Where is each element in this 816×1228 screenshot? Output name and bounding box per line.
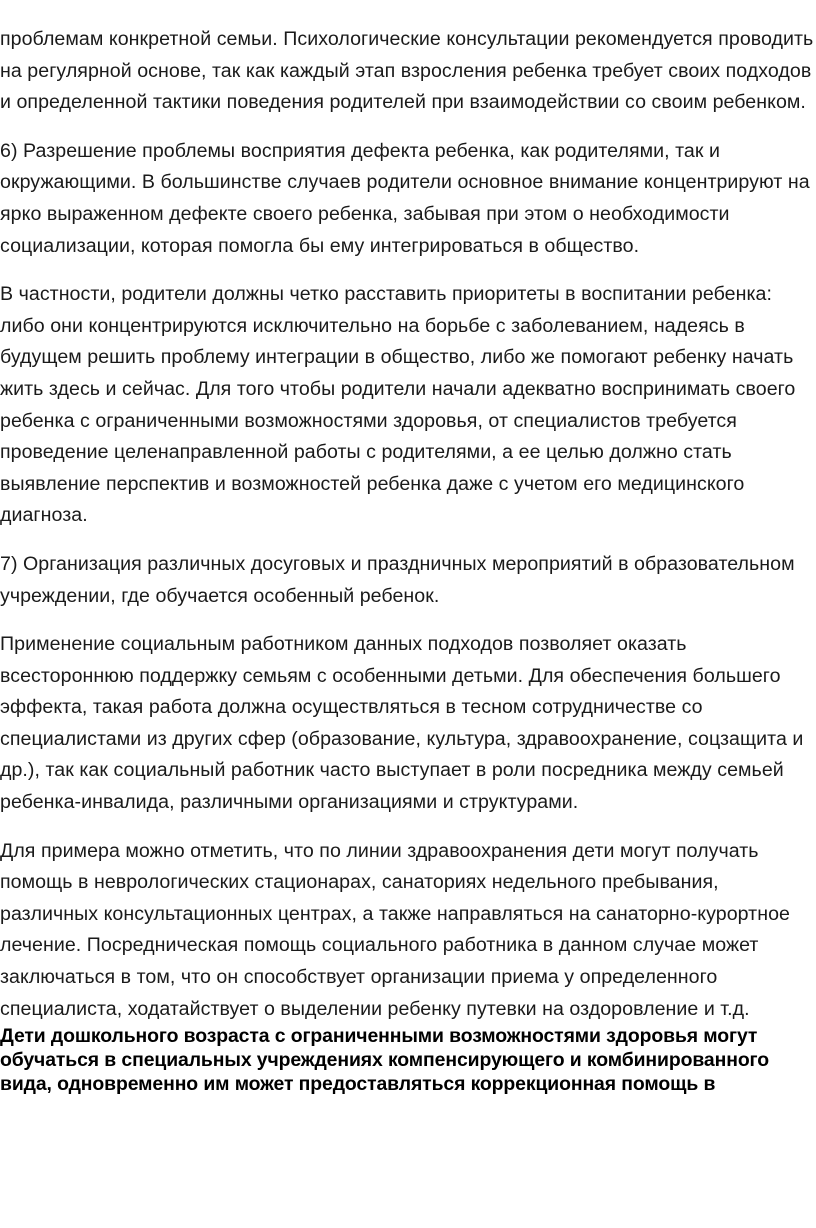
paragraph-healthcare-example: Для примера можно отметить, что по линии здравоохранения дети могут получать помощь в неврологических стационарах, санаториях недельного пребывания, различных консультационных центрах, а также направляться на санаторно-курортное лечение. Посредническая помощь социального работника в данном случае может заключаться в том, что он способствует организации приема у определенного специалиста, ходатайствует о выделении ребенку путевки на оздоровление и т.д. <box>0 839 790 1020</box>
paragraph-item-6-defect-perception: 6) Разрешение проблемы восприятия дефекта ребенка, как родителями, так и окружающими. В большинстве случаев родители основное внимание концентрируют на ярко выраженном дефекте своего ребенка, забывая при этом о необходимости социализации, которая помогла бы ему интегрироваться в общество. <box>0 139 810 257</box>
paragraph-preschool-bold: Дети дошкольного возраста с ограниченными возможностями здоровья могут обучаться в специальных учреждениях компенсирующего и комбинированного вида, одновременно им может предоставляться коррекционная помощь в <box>0 1025 770 1095</box>
paragraph-social-worker-approach: Применение социальным работником данных подходов позволяет оказать всестороннюю поддержку семьям с особенными детьми. Для обеспечения большего эффекта, такая работа должна осуществляться в тесном сотрудничестве со специалистами из других сфер (образование, культура, здравоохранение, соцзащита и др.), так как социальный работник часто выступает в роли посредника между семьей ребенка-инвалида, различными организациями и структурами. <box>0 633 804 814</box>
paragraph-item-7-events: 7) Организация различных досуговых и праздничных мероприятий в образовательном учреждении, где обучается особенный ребенок. <box>0 552 795 607</box>
paragraph-consultations: проблемам конкретной семьи. Психологические консультации рекомендуется проводить на регулярной основе, так как каждый этап взросления ребенка требует своих подходов и определенной тактики поведения родителей при взаимодействии со своим ребенком. <box>0 28 814 114</box>
paragraph-priorities: В частности, родители должны четко расставить приоритеты в воспитании ребенка: либо они концентрируются исключительно на борьбе с заболеванием, надеясь в будущем решить проблему интеграции в общество, либо же помогают ребенку начать жить здесь и сейчас. Для того чтобы родители начали адекватно воспринимать своего ребенка с ограниченными возможностями здоровья, от специалистов требуется проведение целенаправленной работы с родителями, а ее целью должно стать выявление перспектив и возможностей ребенка даже с учетом его медицинского диагноза. <box>0 283 796 527</box>
